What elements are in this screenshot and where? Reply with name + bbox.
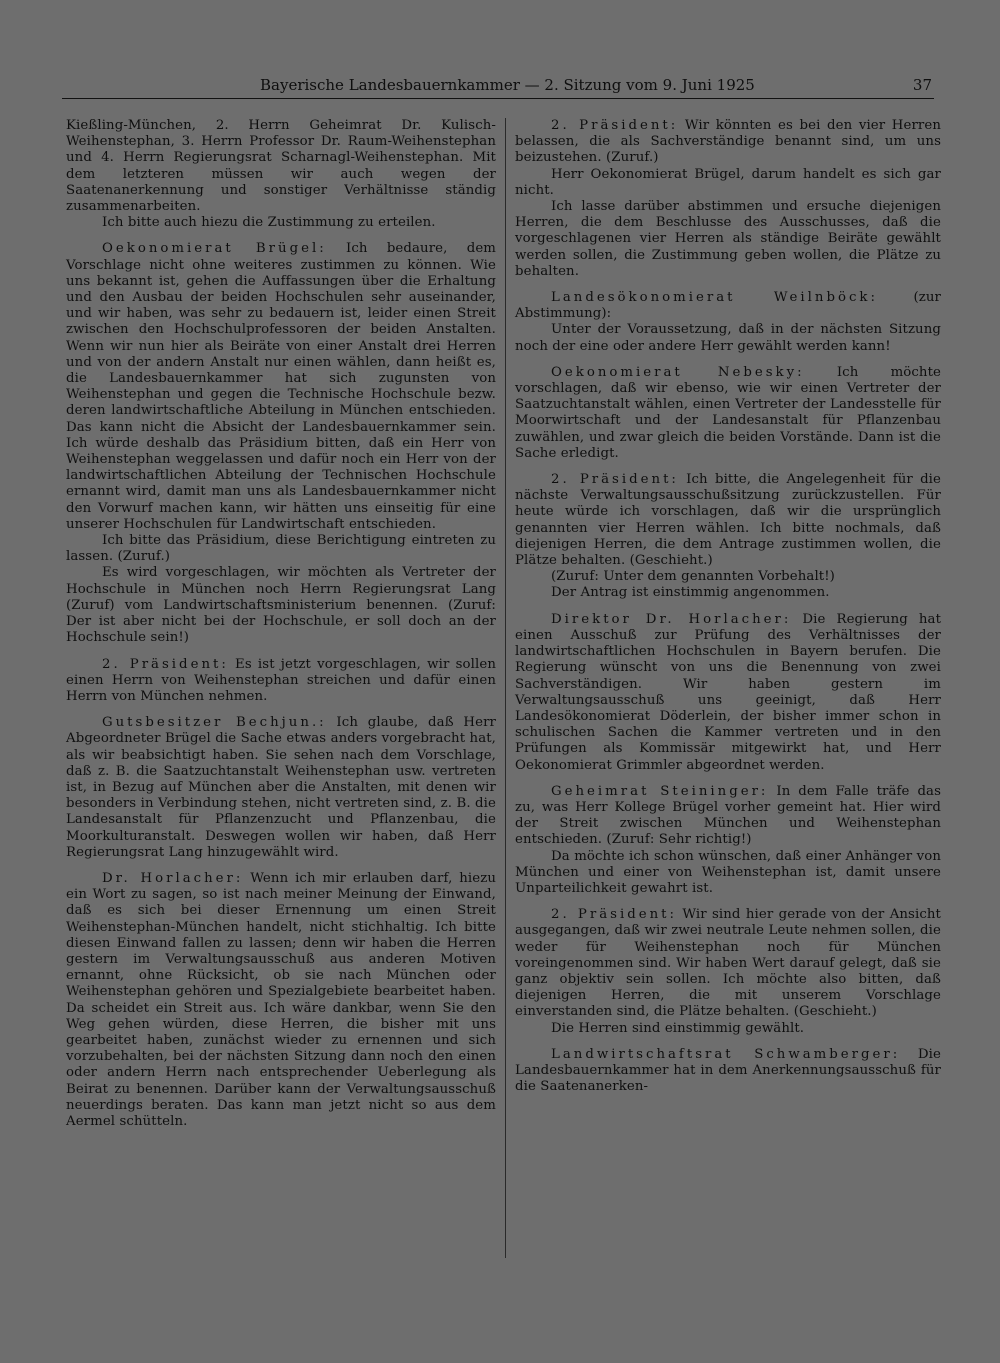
speaker-name: Oekonomierat Nebesky: bbox=[551, 364, 805, 380]
speaker-name: 2. Präsident: bbox=[551, 907, 677, 923]
paragraph bbox=[66, 871, 496, 1130]
paragraph bbox=[66, 241, 496, 533]
paragraph bbox=[515, 290, 941, 322]
paragraph-text: Die Regierung hat einen Ausschuß zur Prüfung des Verhältnisses der landwirtschaftlichen Hochschulen in Bayern berufen. Die Regierung wünscht von uns die Benennung von zwei Sachverständigen. Wir haben gestern im Verwaltungsausschuß uns geeinigt, daß Herr Landesökonomierat Döderlein, der bisher immer schon in schulischen Sachen die Kammer vertreten und in den Prüfungen als Kommissär mitgewirkt hat, und Herr Oekonomierat Grimmler abgeordnet werden. bbox=[515, 611, 942, 773]
paragraph bbox=[515, 1047, 941, 1096]
paragraph-text: Ich bitte auch hiezu die Zustimmung zu erteilen. bbox=[102, 215, 436, 231]
paragraph-text: Ich bitte, die Angelegenheit für die nächste Verwaltungsausschußsitzung zurückzustellen. Für heute würde ich vorschlagen, daß wir die ursprünglich genannten vier Herren wählen. Ich bitte nochmals, daß diejenigen Herren, die dem Antrage zustimmen wollen, die Plätze behalten. (Geschieht.) bbox=[515, 472, 942, 569]
speaker-name: Geheimrat Steininger: bbox=[551, 783, 769, 799]
page-number: 37 bbox=[912, 76, 932, 94]
paragraph bbox=[515, 612, 941, 774]
paragraph-text: Ich lasse darüber abstimmen und ersuche diejenigen Herren, die dem Beschlusse des Ausschusses, daß die vorgeschlagenen vier Herren als ständige Beiräte gewählt werden sollen, die Zustimmung geben wollen, die Plätze zu behalten. bbox=[515, 199, 941, 279]
paragraph-text: Unter der Voraussetzung, daß in der nächsten Sitzung noch der eine oder andere Herr gewählt werden kann! bbox=[515, 322, 941, 354]
paragraph bbox=[66, 657, 496, 706]
paragraph bbox=[66, 533, 496, 565]
paragraph-text: Wir könnten es bei den vier Herren belassen, die als Sachverständige benannt sind, um uns beizustehen. (Zuruf.) bbox=[515, 118, 942, 166]
paragraph-text: (zur Abstimmung): bbox=[515, 290, 941, 322]
right-column bbox=[515, 118, 941, 1095]
paragraph bbox=[66, 118, 496, 215]
paragraph bbox=[515, 849, 941, 898]
running-header bbox=[62, 76, 934, 99]
paragraph bbox=[66, 565, 496, 646]
paragraph-text: Es ist jetzt vorgeschlagen, wir sollen einen Herrn von Weihenstephan streichen und dafür einen Herrn von München nehmen. bbox=[66, 656, 496, 704]
header-title: Bayerische Landesbauernkammer — 2. Sitzung vom 9. Juni 1925 bbox=[260, 76, 755, 94]
paragraph-text: In dem Falle träfe das zu, was Herr Kollege Brügel vorher gemeint hat. Hier wird der Streit zwischen München und Weihenstephan entschieden. (Zuruf: Sehr richtig!) bbox=[515, 783, 942, 848]
paragraph bbox=[66, 715, 496, 861]
paragraph-text: Da möchte ich schon wünschen, daß einer Anhänger von München und einer von Weihenstephan ist, damit unsere Unparteilichkeit gewahrt ist. bbox=[515, 848, 941, 896]
paragraph bbox=[515, 784, 941, 849]
paragraph bbox=[515, 1021, 941, 1037]
paragraph bbox=[515, 118, 941, 167]
paragraph-text: Ich möchte vorschlagen, daß wir ebenso, wie wir einen Vertreter der Saatzuchtanstalt wählen, einen Vertreter der Landesstelle für Moorwirtschaft und der Landesanstalt für Pflanzenbau zuwählen, und zwar gleich die beiden Vorstände. Dann ist die Sache erledigt. bbox=[515, 364, 942, 461]
paragraph-text: Wenn ich mir erlauben darf, hiezu ein Wort zu sagen, so ist nach meiner Meinung der Einwand, daß es sich bei dieser Ernennung um einen Streit Weihenstephan-München handelt, nicht stichhaltig. Ich bitte diesen Einwand fallen zu lassen; denn wir haben die Herren gestern im Verwaltungsausschuß aus anderen Motiven ernannt, ohne Rücksicht, ob sie nach München oder Weihenstephan gehören und Spezialgebiete bearbeitet haben. Da scheidet ein Streit aus. Ich wäre dankbar, wenn Sie den Weg gehen würden, diese Herren, die bisher mit uns gearbeitet haben, zunächst wieder zu ernennen und sich vorzubehalten, bei der nächsten Sitzung dann noch den einen oder andern Herrn nach entsprechender Ueberlegung als Beirat zu benennen. Darüber kann der Verwaltungsausschuß neuerdings beraten. Das kann man jetzt nicht so aus dem Aermel schütteln. bbox=[66, 870, 496, 1129]
paragraph-text: Wir sind hier gerade von der Ansicht ausgegangen, daß wir zwei neutrale Leute nehmen sollen, die weder für Weihenstephan noch für München voreingenommen sind. Wir haben Wert darauf gelegt, daß sie ganz objektiv sein sollen. Ich möchte also bitten, daß diejenigen Herren, die mit unserem Vorschlage einverstanden sind, die Plätze behalten. (Geschieht.) bbox=[515, 907, 941, 1020]
paragraph-text: Ich glaube, daß Herr Abgeordneter Brügel die Sache etwas anders vorgebracht hat, als wir beabsichtigt haben. Sie sehen nach dem Vorschlage, daß z. B. die Saatzuchtanstalt Weihenstephan usw. vertreten ist, in Bezug auf München aber die Anstalten, mit denen wir besonders in Verbindung stehen, nicht vertreten sind, z. B. die Landesanstalt für Pflanzenzucht und Pflanzenbau, die Moorkulturanstalt. Deswegen wollen wir haben, daß Herr Regierungsrat Lang hinzugewählt wird. bbox=[66, 715, 497, 860]
paragraph-text: Kießling-München, 2. Herrn Geheimrat Dr. Kulisch-Weihenstephan, 3. Herrn Professor Dr. Raum-Weihenstephan und 4. Herrn Regierungsrat Scharnagl-Weihenstephan. Mit dem letzteren müssen wir auch wegen der Saatenanerkennung und sonstiger Verhältnisse ständig zusammenarbeiten. bbox=[66, 118, 496, 215]
paragraph-text: Ich bedaure, dem Vorschlage nicht ohne weiteres zustimmen zu können. Wie uns bekannt ist, gehen die Auffassungen über die Erhaltung und den Ausbau der beiden Hochschulen sehr auseinander, und wir haben, was sehr zu bedauern ist, leider einen Streit zwischen den Hochschulprofessoren der beiden Anstalten. Wenn wir nun hier als Beiräte von einer Anstalt drei Herren und von der andern Anstalt nur einen wählen, dann heißt es, die Landesbauernkammer hat sich zugunsten von Weihenstephan und gegen die Technische Hochschule bezw. deren landwirtschaftliche Abteilung in München entschieden. Das kann nicht die Absicht der Landesbauernkammer sein. Ich würde deshalb das Präsidium bitten, daß ein Herr von Weihenstephan weggelassen und dafür noch ein Herr von der landwirtschaftlichen Abteilung der Technischen Hochschule ernannt wird, damit man uns als Landesbauernkammer nicht den Vorwurf machen kann, wir hätten uns einseitig für eine unserer Hochschulen für Landwirtschaft entschieden. bbox=[66, 241, 497, 532]
left-column bbox=[66, 118, 496, 1130]
speaker-name: 2. Präsident: bbox=[102, 656, 229, 672]
paragraph-text: Die Herren sind einstimmig gewählt. bbox=[551, 1020, 805, 1036]
paragraph bbox=[515, 365, 941, 462]
paragraph bbox=[66, 215, 496, 231]
paragraph bbox=[515, 585, 941, 601]
paragraph bbox=[515, 472, 941, 569]
speaker-name: Gutsbesitzer Bechjun.: bbox=[102, 715, 327, 731]
paragraph-text: Herr Oekonomierat Brügel, darum handelt es sich gar nicht. bbox=[515, 166, 941, 198]
speaker-name: Dr. Horlacher: bbox=[102, 870, 244, 886]
speaker-name: Landesökonomierat Weilnböck: bbox=[551, 290, 878, 306]
paragraph-text: Der Antrag ist einstimmig angenommen. bbox=[551, 585, 830, 601]
speaker-name: Oekonomierat Brügel: bbox=[102, 241, 327, 257]
speaker-name: Direktor Dr. Horlacher: bbox=[551, 611, 792, 627]
paragraph bbox=[515, 167, 941, 199]
paragraph bbox=[515, 907, 941, 1020]
paragraph-text: Die Landesbauernkammer hat in dem Anerkennungsausschuß für die Saatenanerken- bbox=[515, 1046, 941, 1095]
speaker-name: 2. Präsident: bbox=[551, 472, 679, 488]
paragraph bbox=[515, 569, 941, 585]
column-divider bbox=[505, 118, 506, 1258]
paragraph bbox=[515, 322, 941, 354]
paragraph-text: (Zuruf: Unter dem genannten Vorbehalt!) bbox=[551, 569, 835, 585]
speaker-name: Landwirtschaftsrat Schwamberger: bbox=[551, 1046, 901, 1062]
paragraph-text: Es wird vorgeschlagen, wir möchten als Vertreter der Hochschule in München noch Herrn Regierungsrat Lang (Zuruf) vom Landwirtschaftsministerium benennen. (Zuruf: Der ist aber nicht bei der Hochschule, er soll doch an der Hochschule sein!) bbox=[66, 565, 496, 646]
speaker-name: 2. Präsident: bbox=[551, 118, 679, 133]
paragraph-text: Ich bitte das Präsidium, diese Berichtigung eintreten zu lassen. (Zuruf.) bbox=[66, 533, 496, 565]
paragraph bbox=[515, 199, 941, 280]
